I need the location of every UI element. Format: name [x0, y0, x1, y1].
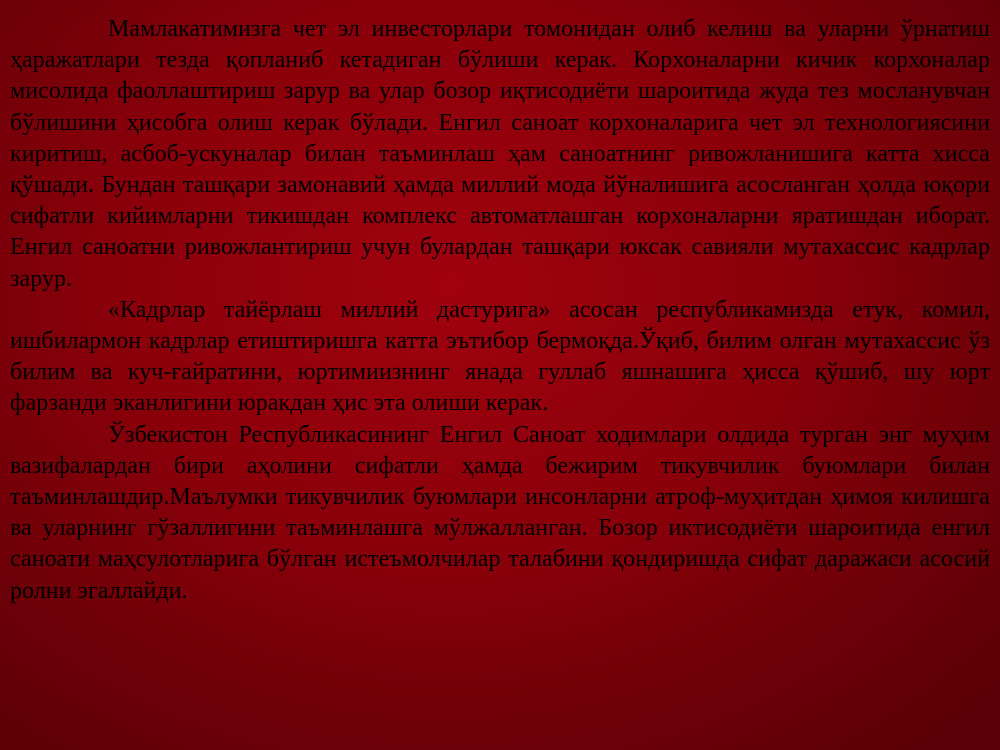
paragraph-investment: Мамлакатимизга чет эл инвесторлари томонидан олиб келиш ва уларни ўрнатиш ҳаражатлари тезда қопланиб кетадиган бўлиши керак. Корхоналарни кичик корхоналар мисолида фаоллаштириш зарур ва улар бозор иқтисодиёти шароитида жуда тез мосланувчан бўлишини ҳисобга олиш керак бўлади. Енгил саноат корхоналарига чет эл технологиясини киритиш, асбоб-ускуналар билан таъминлаш ҳам саноатнинг ривожланишига катта хисса қўшади. Бундан ташқари замонавий ҳамда миллий мода йўналишига асосланган ҳолда юқори сифатли кийимларни тикишдан комплекс автоматлашган корхоналарни яратишдан иборат. Енгил саноатни ривожлантириш учун булардан ташқари юксак савияли мутахассис кадрлар зарур.	[10, 16, 990, 292]
slide-text-body	[10, 14, 990, 607]
paragraph-personnel-training: «Кадрлар тайёрлаш миллий дастурига» асосан республикамизда етук, комил, ишбилармон кадрлар етиштиришга катта эътибор бермоқда.Ўқиб, билим олган мутахассис ўз билим ва куч-ғайратини, юртимиизнинг янада гуллаб яшнашига ҳисса қўшиб, шу юрт фарзанди эканлигини юракдан ҳис эта олиши керак.	[10, 296, 990, 417]
paragraph-light-industry-tasks: Ўзбекистон Республикасининг Енгил Саноат ходимлари олдида турган энг муҳим вазифалардан бири аҳолини сифатли ҳамда бежирим тикувчилик буюмлари билан таъминлашдир.Маълумки тикувчилик буюмлари инсонларни атроф-муҳитдан ҳимоя килишга ва уларнинг гўзаллигини таъминлашга мўлжалланган. Бозор иктисодиёти шароитида енгил саноати маҳсулотларига бўлган истеъмолчилар талабини қондиришда сифат даражаси асосий ролни эгаллайди.	[10, 421, 990, 604]
